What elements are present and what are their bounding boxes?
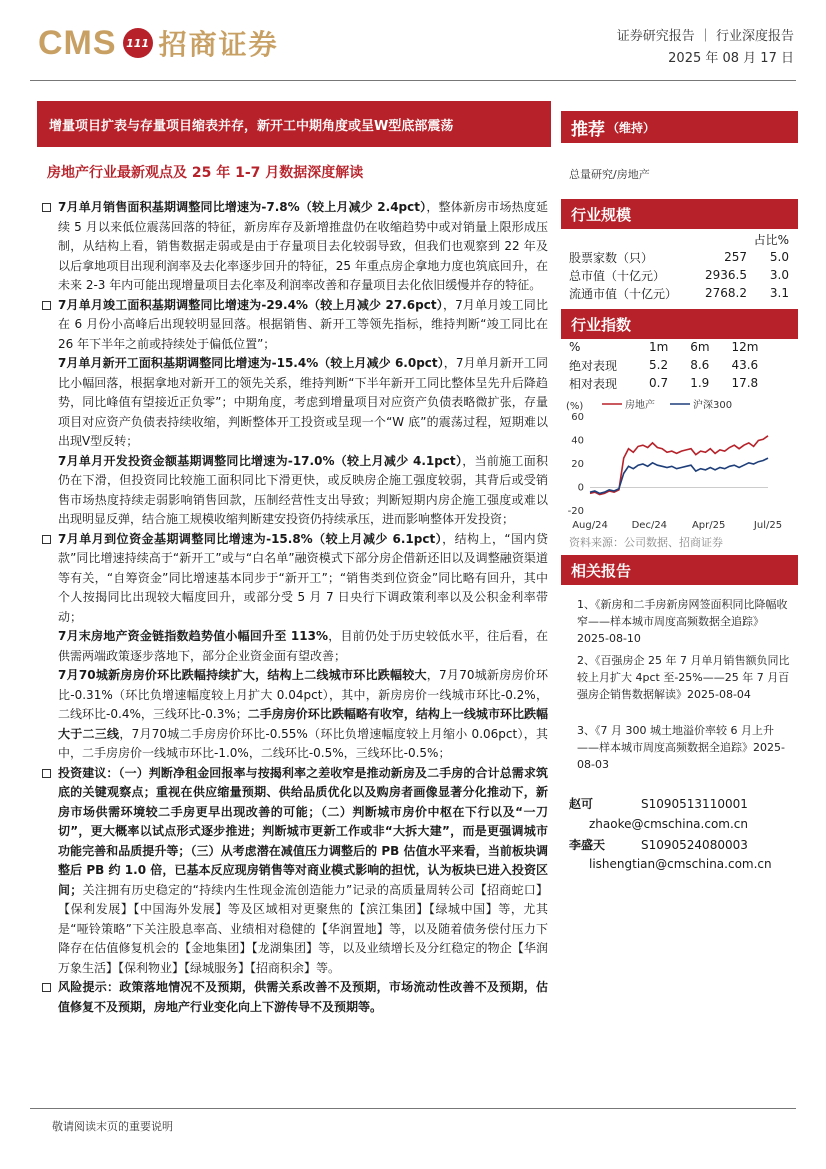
series-line-0 [590,436,768,495]
paragraph-text: ，7月单月竣工同比在 6 月份小高峰后出现较明显回落。根据销售、新开工等领先指标，维持判断“竣工同比在 26 年下半年之前或持续处于偏低位置”； [58,297,548,351]
paragraph-text: ，7月单月新开工同比小幅回落，根据拿地对新开工的领先关系，维持判断“下半年新开工同比整体呈先升后降趋势，同比峰值有望接近正负零”；中期角度，考虑到增量项目对应资产负债表略微扩张，存量项目对应资产负债表持续收缩，判断整体开工投资或呈现一个“W 底”的震荡过程，短期难以出现V型反转； [58,356,548,448]
row-pct: 5.0 [769,250,789,264]
paragraph-new-construction [40,354,548,452]
footer-note: 敬请阅读末页的重要说明 [52,1120,173,1133]
analyst-2-email[interactable]: lishengtian@cmschina.com.cn [589,857,772,871]
legend-label-1: 沪深300 [693,400,733,411]
paragraph-completion [40,296,548,355]
legend-label-0: 房地产 [625,400,655,411]
report-subtitle: 房地产行业最新观点及 25 年 1-7 月数据深度解读 [47,165,364,181]
row-label: 总市值（十亿元） [569,268,666,283]
table-row [569,356,789,374]
square-bullet-icon [42,983,51,992]
paragraph-capital-chain [40,627,548,666]
y-tick-label: 40 [571,435,584,447]
rating-sub: （维持） [607,120,656,135]
logo-emblem-icon: 111 [123,28,153,58]
row-value: 8.6 [690,358,710,372]
row-value: 5.2 [649,358,669,372]
row-value: 257 [724,250,747,264]
paragraph-text: ，整体新房市场热度延续 5 月以来低位震荡回落的特征，新房库存及新增推盘仍在收缩趋势中或对销量上限形成压制，从结构上看，销售数据走弱或是由于存量项目去化较弱导致，但我们也观察到 22 年及以后拿地项目出现利润率及去化率逐步回升的特征，25 年重点房企拿地力度也筑底回升，在未来 2-3 年内可能出现增量项目去化率及利润率改善和存量项目去化依旧缓慢并存的特征。 [58,200,548,292]
row-value: 1.9 [690,376,710,390]
paragraph-lead: 风险提示：政策落地情况不及预期，供需关系改善不及预期，市场流动性改善不及预期，估值修复不及预期，房地产行业变化向上下游传导不及预期等。 [58,980,548,1014]
x-tick-label: Dec/24 [631,520,668,531]
index-table [569,338,789,392]
chart-legend [602,398,732,411]
y-tick-label: 20 [571,459,584,470]
rating-label: 推荐 [571,119,605,140]
chart-ylabel: (%) [566,401,584,412]
paragraph-lead-2: 二手房房价环比跌幅略有收窄，结构上一线城市环比跌幅大于二三线 [58,707,548,741]
paragraph-lead: 7月末房地产资金链指数趋势值小幅回升至 113% [58,629,329,643]
row-label: 相对表现 [569,376,618,391]
column-header: 12m [731,340,759,354]
paragraph-lead: 7月单月销售面积基期调整同比增速为-7.8%（较上月减少 2.4pct） [58,200,427,214]
column-header: 6m [690,340,710,354]
paragraph-text: ，7月70城新房房价环比-0.31%（环比负增速幅度较上月扩大 0.04pct），其中，新房房价一线城市环比-0.2%，二线环比-0.4%，三线环比-0.3%； [58,668,549,721]
row-value: 2768.2 [704,286,747,300]
scale-unit: 占比% [753,232,789,247]
analyst-name: 赵可 [569,797,594,811]
paragraph-lead: 7月70城新房房价环比跌幅持续扩大，结构上二线城市环比跌幅较大 [58,668,427,682]
logo-chinese-name: 招商证券 [158,28,279,61]
y-tick-label: 0 [577,482,584,494]
paragraph-lead: 7月单月到位资金基期调整同比增速为-15.8%（较上月减少 6.1pct） [58,531,443,546]
section-header-index: 行业指数 [561,309,798,339]
logo-cms-text: CMS [38,23,117,62]
footer-divider [30,1108,796,1109]
column-header: 1m [649,340,669,354]
x-tick-label: Aug/24 [572,520,608,531]
table-row [569,248,789,266]
row-pct: 3.1 [769,286,789,300]
analyst-id: S1090524080003 [641,838,748,852]
square-bullet-icon [42,301,51,310]
paragraph-lead: 投资建议：（一）判断净租金回报率与按揭利率之差收窄是推动新房及二手房的合计总需求筑底的关键观察点；重视在供应缩量预期、供给品质优化以及购房者画像显著分化推动下，新房市场供需环境较二手房更早出现改善的可能；（二）判断城市房价中枢在下行以及“一刀切”，更大概率以试点形式逐步推进；判断城市更新工作或非“大拆大建”，而是更强调城市功能完善和品质提升等；（三）从考虑潜在减值压力调整后的 PB 估值水平来看，当前板块调整后 PB 约 1.0 倍，已基本反应现房销售等对商业模式影响的担忧，认为板块已进入投资区间； [58,765,548,897]
square-bullet-icon [42,203,51,212]
row-value: 2936.5 [704,268,747,282]
row-pct: 3.0 [769,268,789,282]
company-logo [38,24,279,62]
y-tick-label: 60 [571,412,584,423]
rating-box [561,111,798,143]
table-row [569,266,789,284]
table-row [569,374,789,392]
column-header: % [569,340,581,354]
paragraph-text: ，结构上，“国内贷款”同比增速持续高于“新开工”或与“白名单”融资模式下部分房企借新还旧以及调整融资渠道等有关，“自筹资金”同比增速基本同步于“新开工”；“销售类到位资金”同比略有回升，其中个人按揭同比出现较大幅度回升，或部分受 5 月 7 日央行下调政策利率以及公积金利率带动； [58,531,549,624]
paragraph-text: ，目前仍处于历史较低水平，往后看，在供需两端政策逐步落地下，部分企业资金面有望改善； [58,629,548,663]
paragraph-sales [40,198,548,296]
row-value: 0.7 [649,376,669,390]
report-type: 证券研究报告 ｜ 行业深度报告 [616,29,794,44]
paragraph-investment-advice [40,764,548,979]
chart-source: 资料来源：公司数据、招商证券 [569,536,723,549]
paragraph-lead: 7月单月开发投资金额基期调整同比增速为-17.0%（较上月减少 4.1pct） [58,453,463,468]
report-header-info [617,26,794,70]
row-label: 股票家数（只） [569,250,654,265]
report-body [40,198,548,1017]
x-tick-label: Apr/25 [691,520,726,531]
report-date: 2025 年 08 月 17 日 [668,51,794,66]
paragraph-investment [40,452,548,530]
paragraph-text: 关注拥有历史稳定的“持续内生性现金流创造能力”记录的高质量周转公司【招商蛇口】【保利发展】【中国海外发展】等及区域相对更聚焦的【滨江集团】【绿城中国】等，尤其是“哑铃策略”下关注股息率高、业绩相对稳健的【华润置地】等，以及随着债务偿付压力下降存在估值修复机会的【金地集团】【龙湖集团】等，以及业绩增长及分红稳定的物企【华润万象生活】【保利物业】【绿城服务】【招商积余】等。 [58,882,548,975]
analyst-name: 李盛天 [569,838,606,852]
title-banner: 增量项目扩表与存量项目缩表并存，新开工中期角度或呈W型底部震荡 [37,101,551,147]
section-header-related: 相关报告 [561,555,798,585]
analyst-1-email[interactable]: zhaoke@cmschina.com.cn [589,817,748,831]
paragraph-lead: 7月单月竣工面积基期调整同比增速为-29.4%（较上月减少 27.6pct） [58,297,443,312]
row-value: 43.6 [731,358,759,372]
paragraph-risk [40,978,548,1017]
row-label: 流通市值（十亿元） [569,286,678,301]
square-bullet-icon [42,535,51,544]
paragraph-funding [40,530,548,628]
row-label: 绝对表现 [569,358,618,373]
related-report-3[interactable]: 3、《7 月 300 城土地溢价率较 6 月上升——样本城市周度高频数据全追踪》2025-08-03 [577,724,785,771]
related-report-2[interactable]: 2、《百强房企 25 年 7 月单月销售额负同比较上月扩大 4pct 至-25%——25 年 7 月百强房企销售数据解读》2025-08-04 [577,654,790,701]
row-value: 17.8 [731,376,759,390]
header-divider [30,80,796,81]
paragraph-prices [40,666,548,764]
paragraph-text: ，当前施工面积仍在下滑，但投资同比较施工面积同比下滑更快，或反映房企施工强度较弱，其背后或受销售市场热度持续走弱影响销售回款，压制经营性支出导致；判断短期内房企施工强度或难以出现明显反弹，结合施工规模收缩判断建安投资仍持续承压，进而影响整体开发投资； [58,453,548,526]
square-bullet-icon [42,769,51,778]
index-performance-chart [562,395,783,533]
analyst-id: S1090513110001 [641,797,748,811]
y-tick-label: -20 [567,506,584,517]
analyst-2 [569,836,748,853]
related-report-1[interactable]: 1、《新房和二手房新房网签面积同比降幅收窄——样本城市周度高频数据全追踪》2025-08-10 [577,598,788,645]
paragraph-text-2: ，7月70城二手房房价环比-0.55%（环比负增速幅度较上月缩小 0.06pct），其中，二手房房价一线城市环比-1.0%，二线环比-0.5%，三线环比-0.5%； [58,726,548,760]
section-header-scale: 行业规模 [561,199,798,229]
table-row [569,284,789,302]
table-header-row [569,338,789,356]
x-tick-label: Jul/25 [753,520,783,531]
paragraph-lead: 7月单月新开工面积基期调整同比增速为-15.4%（较上月减少 6.0pct） [58,356,444,370]
analyst-1 [569,795,748,812]
research-category: 总量研究/房地产 [569,168,650,181]
series-line-1 [590,458,768,493]
scale-table [569,230,789,302]
